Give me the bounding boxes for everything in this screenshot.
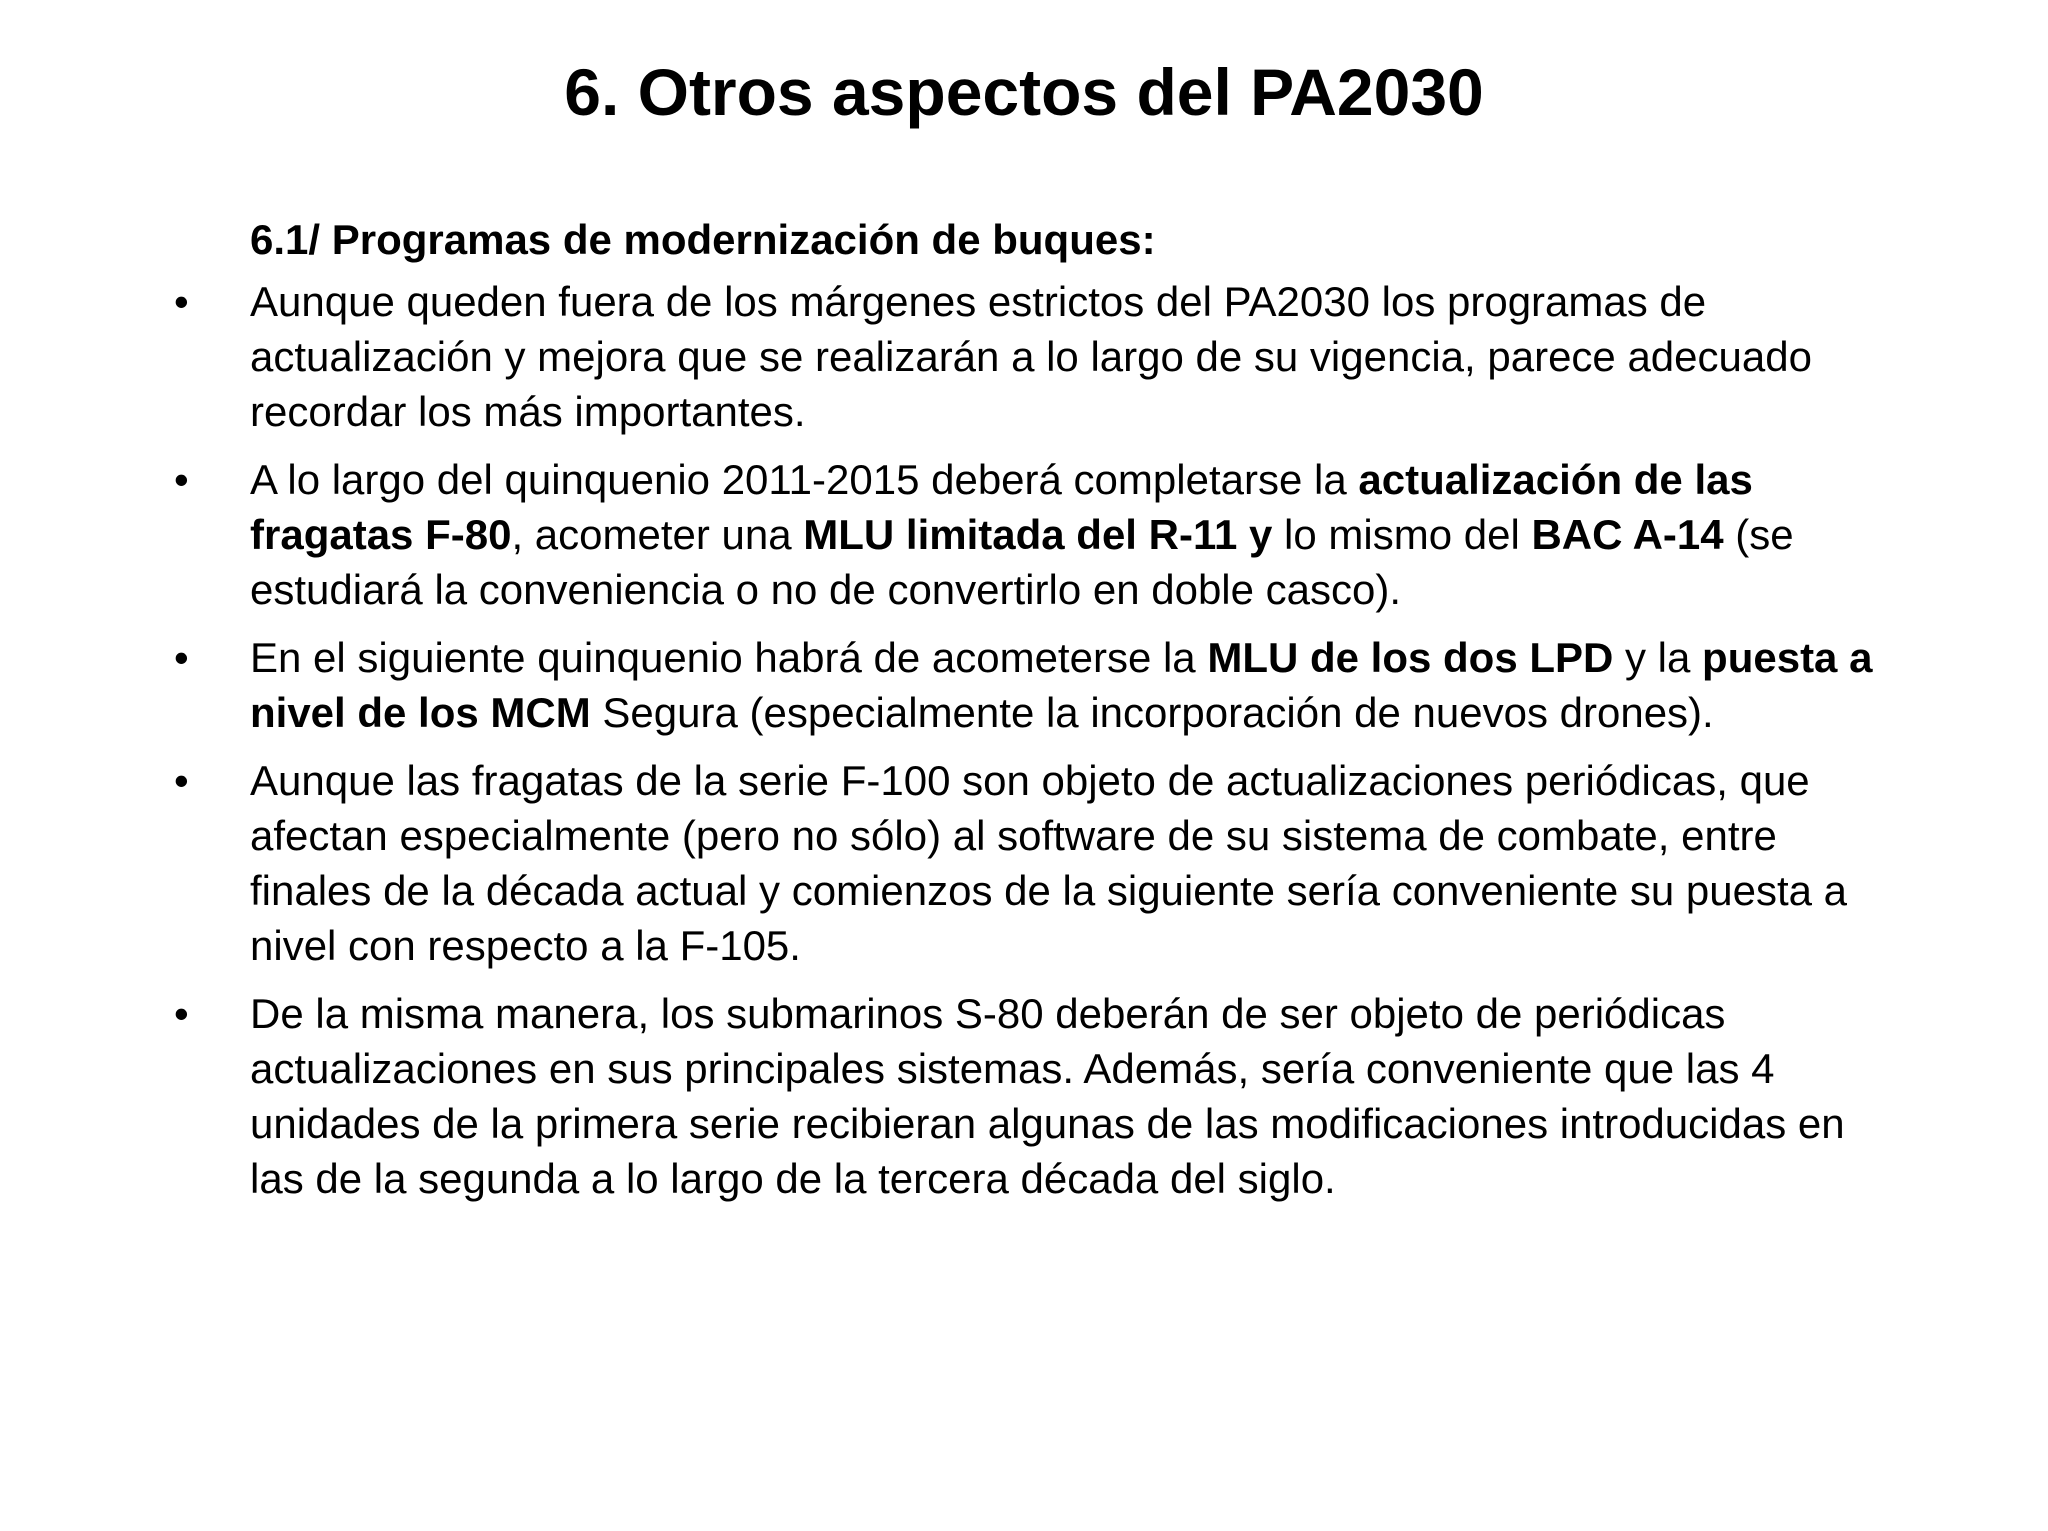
text-segment: (se estudiará la conveniencia o no de convertirlo en doble casco). <box>250 511 1794 613</box>
bullet-list <box>0 274 2048 1206</box>
text-segment: lo mismo del <box>1272 511 1532 558</box>
text-segment: Aunque queden fuera de los márgenes estrictos del PA2030 los programas de actualización y mejora que se realizarán a lo largo de su vigencia, parece adecuado recordar los más importantes. <box>250 278 1812 435</box>
bullet-text <box>250 990 1845 1202</box>
text-segment: De la misma manera, los submarinos S-80 deberán de ser objeto de periódicas actualizaciones en sus principales sistemas. Además, sería conveniente que las 4 unidades de la primera serie recibieran algunas de las modificaciones introducidas en las de la segunda a lo largo de la tercera década del siglo. <box>250 990 1845 1202</box>
slide-title: 6. Otros aspectos del PA2030 <box>564 55 1484 129</box>
bullet-item <box>0 753 1890 973</box>
bullet-marker: • <box>174 634 189 681</box>
section-subheading: 6.1/ Programas de modernización de buques: <box>250 216 1156 263</box>
bullet-item <box>0 986 1890 1206</box>
bullet-text <box>250 757 1847 969</box>
bullet-marker: • <box>174 990 189 1037</box>
bullet-item <box>0 630 1890 740</box>
bold-text-segment: BAC A-14 <box>1531 511 1724 558</box>
text-segment: y la <box>1613 634 1703 681</box>
bullet-marker: • <box>174 757 189 804</box>
bold-text-segment: puesta a nivel de los MCM <box>250 634 1873 736</box>
bullet-text <box>250 278 1812 435</box>
bullet-item <box>0 274 1890 439</box>
bullet-marker: • <box>174 278 189 325</box>
text-segment: , acometer una <box>511 511 804 558</box>
bullet-text <box>250 634 1872 736</box>
bullet-item <box>0 452 1890 617</box>
bold-text-segment: MLU limitada del R-11 y <box>803 511 1273 558</box>
text-segment: Aunque las fragatas de la serie F-100 son objeto de actualizaciones periódicas, que afectan especialmente (pero no sólo) al software de su sistema de combate, entre finales de la década actual y comienzos de la siguiente sería conveniente su puesta a nivel con respecto a la F-105. <box>250 757 1848 969</box>
bold-text-segment: actualización de las fragatas F-80 <box>250 456 1753 558</box>
bullet-marker: • <box>174 456 189 503</box>
text-segment: Segura (especialmente la incorporación de nuevos drones). <box>590 689 1714 736</box>
bullet-text <box>250 456 1794 613</box>
text-segment: En el siguiente quinquenio habrá de acometerse la <box>250 634 1208 681</box>
slide-content <box>0 212 2048 1219</box>
bold-text-segment: MLU de los dos LPD <box>1207 634 1614 681</box>
text-segment: A lo largo del quinquenio 2011-2015 deberá completarse la <box>250 456 1359 503</box>
